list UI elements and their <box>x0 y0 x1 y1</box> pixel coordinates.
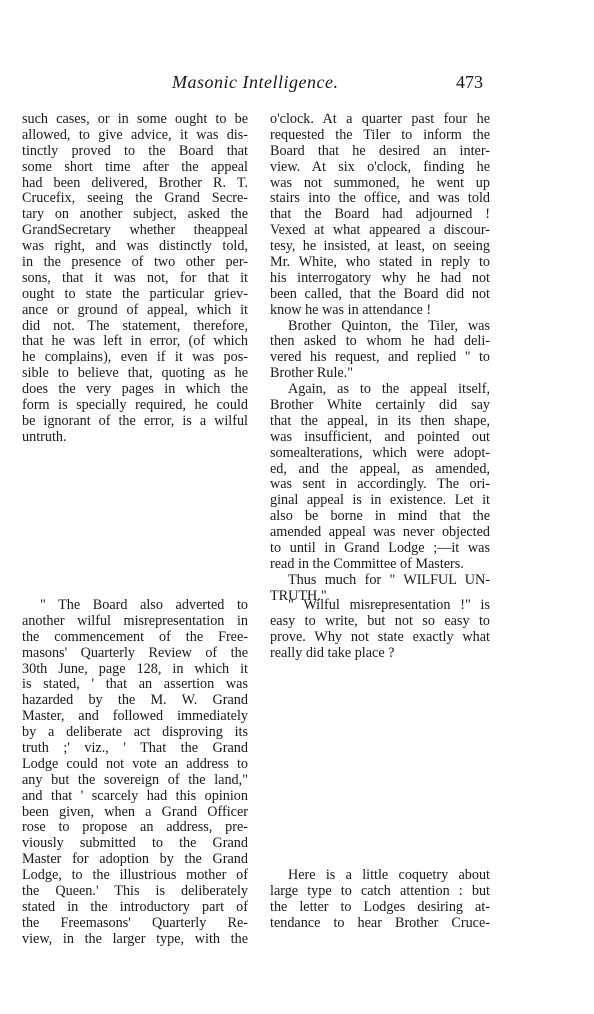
right-column-paragraph-1 <box>270 112 490 605</box>
text-line: really did take place ? <box>270 644 395 661</box>
text-line: that he was left in error, (of which <box>22 333 248 350</box>
text-line: Lodge could not vote an address to <box>22 755 248 772</box>
text-line: the letter to Lodges desiring at- <box>270 898 490 915</box>
text-line: o'clock. At a quarter past four he <box>270 111 490 127</box>
text-line: prove. Why not state exactly what <box>270 628 490 645</box>
text-line: was right, and was distinctly told, <box>22 238 248 255</box>
text-line: sible to believe that, quoting as he <box>22 365 248 382</box>
text-line: 30th June, page 128, in which it <box>22 660 248 677</box>
text-line: view. At six o'clock, finding he <box>270 158 490 175</box>
text-line: is stated, ' that an assertion was <box>22 676 248 693</box>
text-line: such cases, or in some ought to be <box>22 111 248 127</box>
text-line: requested the Tiler to inform the <box>270 126 490 143</box>
text-line: " Wilful misrepresentation !" is <box>288 597 490 613</box>
text-line: rose to propose an address, pre- <box>22 819 248 836</box>
text-line: form is specially required, he could <box>22 397 248 414</box>
text-line: did not. The statement, therefore, <box>22 317 248 334</box>
text-line: easy to write, but not so easy to <box>270 612 490 629</box>
text-line: the commencement of the Free- <box>22 628 248 645</box>
text-line: was sent in accordingly. The ori- <box>270 476 490 493</box>
text-line: Here is a little coquetry about <box>288 867 490 883</box>
text-line: ought to state the particular griev- <box>22 285 248 302</box>
text-line: tinctly proved to the Board that <box>22 142 248 159</box>
text-line: Brother Quinton, the Tiler, was <box>288 317 490 334</box>
text-line: Lodge, to the illustrious mother of <box>22 867 248 884</box>
text-line: had been delivered, Brother R. T. <box>22 174 248 191</box>
text-line: vered his request, and replied " to <box>270 349 490 366</box>
text-line: the Freemasons' Quarterly Re- <box>22 914 248 931</box>
text-line: ginal appeal is in existence. Let it <box>270 492 490 509</box>
text-line: GrandSecretary whether theappeal <box>22 222 248 239</box>
text-line: know he was in attendance ! <box>270 301 432 318</box>
text-line: " The Board also adverted to <box>40 597 248 613</box>
text-line: the Queen.' This is deliberately <box>22 883 248 900</box>
text-line: large type to catch attention : but <box>270 882 490 899</box>
text-line: Master for adoption by the Grand <box>22 851 248 868</box>
text-line: and that ' scarcely had this opinion <box>22 787 248 804</box>
text-line: Thus much for " WILFUL UN- <box>288 571 490 588</box>
text-line: was not summoned, he went up <box>270 174 490 191</box>
text-line: tary on another subject, asked the <box>22 206 248 223</box>
text-line: been called, that the Board did not <box>270 285 490 302</box>
text-line: Master, and followed immediately <box>22 708 248 725</box>
text-line: ed, and the appeal, as amended, <box>270 460 490 477</box>
right-column-paragraph-2 <box>270 598 490 662</box>
text-line: been given, when a Grand Officer <box>22 803 248 820</box>
text-line: Brother White certainly did say <box>270 397 490 414</box>
text-line: TRUTH." <box>270 587 327 604</box>
text-line: masons' Quarterly Review of the <box>22 644 248 661</box>
text-line: some short time after the appeal <box>22 158 248 175</box>
running-title: Masonic Intelligence. <box>172 72 339 92</box>
text-line: Mr. White, who stated in reply to <box>270 254 490 271</box>
text-line: tesy, he insisted, at least, on seeing <box>270 238 490 255</box>
text-line: stairs into the office, and was told <box>270 190 490 207</box>
text-line: then asked to whom he had deli- <box>270 333 490 350</box>
text-line: tendance to hear Brother Cruce- <box>270 914 490 931</box>
text-line: be ignorant of the error, is a wilful <box>22 412 248 429</box>
text-line: any but the sovereign of the land," <box>22 771 248 788</box>
text-line: to until in Grand Lodge ;—it was <box>270 540 490 557</box>
text-line: Vexed at what appeared a discour- <box>270 222 490 239</box>
text-line: that the Board had adjourned ! <box>270 206 490 223</box>
text-line: stated in the introductory part of <box>22 898 248 915</box>
text-line: viously submitted to the Grand <box>22 835 248 852</box>
text-line: Crucefix, seeing the Grand Secre- <box>22 190 248 207</box>
text-line: view, in the larger type, with the <box>22 930 248 947</box>
text-line: amended appeal was never objected <box>270 524 490 541</box>
left-column-paragraph-2 <box>22 598 248 948</box>
text-line: hazarded by the M. W. Grand <box>22 692 248 709</box>
text-line: another wilful misrepresentation in <box>22 612 248 629</box>
text-line: Again, as to the appeal itself, <box>288 381 490 398</box>
text-line: was insufficient, and pointed out <box>270 428 490 445</box>
text-line: read in the Committee of Masters. <box>270 555 464 572</box>
page-header <box>0 72 594 98</box>
text-line: truth ;' viz., ' That the Grand <box>22 740 248 757</box>
text-line: untruth. <box>22 428 67 445</box>
text-line: somealterations, which were adopt- <box>270 444 490 461</box>
text-line: by a deliberate act disproving its <box>22 724 248 741</box>
page-number: 473 <box>456 72 483 92</box>
text-line: sons, that it was not, for that it <box>22 269 248 286</box>
text-line: Board that he desired an inter- <box>270 142 490 159</box>
text-line: he complains), even if it was pos- <box>22 349 248 366</box>
right-column-paragraph-3 <box>270 868 490 932</box>
left-column-paragraph-1 <box>22 112 248 446</box>
text-line: Brother Rule." <box>270 365 354 382</box>
text-line: in the presence of two other per- <box>22 254 248 271</box>
text-line: his interrogatory why he had not <box>270 269 490 286</box>
text-line: allowed, to give advice, it was dis- <box>22 126 248 143</box>
text-line: ance or ground of appeal, which it <box>22 301 248 318</box>
text-line: does the very pages in which the <box>22 381 248 398</box>
text-line: that the appeal, in its then shape, <box>270 412 490 429</box>
text-line: also be borne in mind that the <box>270 508 490 525</box>
